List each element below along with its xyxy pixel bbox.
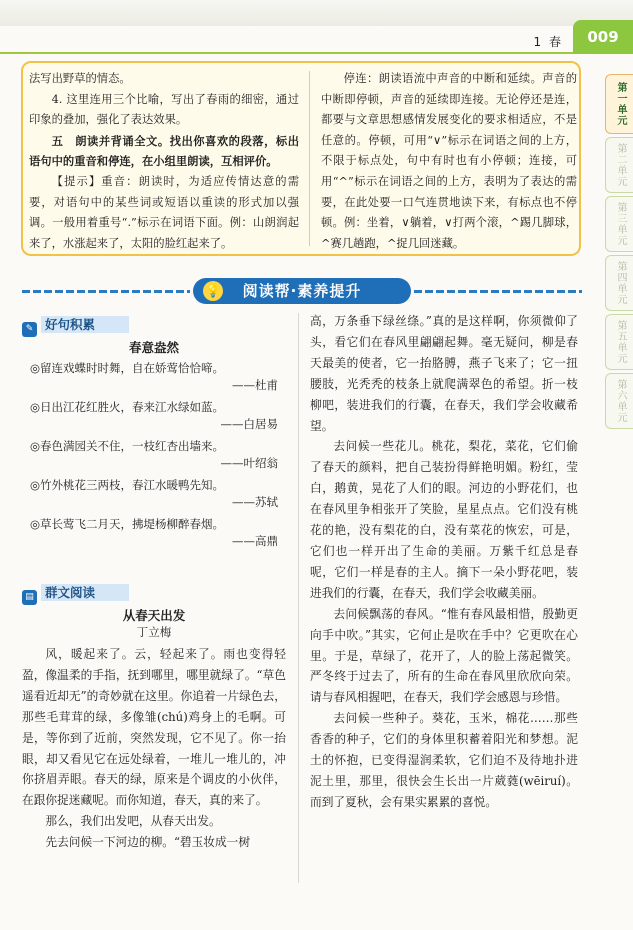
tab-unit-6[interactable]: 第六单元 [605,373,633,429]
header-strip [0,0,633,26]
hint-pause: 停连：朗读语流中声音的中断和延续。声音的中断即停顿，声音的延续即连接。无论停还是连，都要与文章思想感情发展变化的要求相适应，不是任意的。停顿，可用“∨”标示在词语之间的上方，不限于标点处，句中有时也有小停顿；连接，可用“^”标示在词语之间的上方，表明为了表达的需要，在此处要一口气连贯地读下来，有标点也不停顿。例：坐着，∨躺着，∨打两个滚，^踢几脚球，^赛几趟跑，^捉几回迷藏。 [321,72,577,250]
tab-unit-2[interactable]: 第二单元 [605,137,633,193]
essay-paragraph: 先去问候一下河边的柳。“碧玉妆成一树 [45,835,251,850]
essay-continued [310,311,578,813]
poem-line: ◎春色满园关不住，一枝红杏出墙来。 [30,439,225,453]
answer-box-left [29,69,299,254]
essay-title: 从春天出发 [122,608,186,623]
good-sentences [22,338,286,555]
poem-line: ◎日出江花红胜火，春来江水绿如蓝。 [30,400,225,414]
page-number: 009 [573,20,633,54]
poem-author: ——叶绍翁 [220,456,278,470]
section-label-text: 好句积累 [41,316,129,333]
essay-paragraph: 那么，我们出发吧，从春天出发。 [45,814,221,829]
poem-line: ◎留连戏蝶时时舞，自在娇莺恰恰啼。 [30,361,225,375]
box-text: 法写出野草的情态。 [29,72,131,85]
essay-paragraph: 去问候一些花儿。桃花，梨花，菜花，它们偷了春天的颜料，把自己装扮得鲜艳明媚。粉红，莹白，鹅黄，晃花了人们的眼。河边的小野花们，也在春风里争相张开了笑脸，星星点点。它们没有桃花的艳，没有梨花的白，没有菜花的恢宏，可是，它们也一样开出了生命的美丽。万紫千红总是春呢，它们一样是春的主人。摘下一朵小野花吧，装进我们的行囊，在春天，我们学会收藏美丽。 [310,439,578,600]
answer-box [21,61,581,256]
unit-tabs [603,74,633,432]
group-reading [22,606,286,853]
essay-paragraph: 去问候一些种子。葵花，玉米，棉花……那些香香的种子，它们的身体里积蓄着阳光和梦想。泥土的怀抱，已变得湿润柔软，它们迫不及待地扑进泥土里，那里，很快会生长出一片葳蕤(wēiruí)。而到了夏秋，会有果实累累的喜悦。 [310,711,578,809]
tab-unit-3[interactable]: 第三单元 [605,196,633,252]
essay-paragraph: 高，万条垂下绿丝绦。”真的是这样啊，你须微仰了头，看它们在春风里翩翩起舞。毫无疑问，柳是春天最美的使者，它一抬胳膊，燕子飞来了；它一扭腰肢，光秃秃的枝条上就爬满翠色的希望。折一枝柳吧，装进我们的行囊，在春天，我们学会收藏希望。 [310,314,578,433]
poem-author: ——苏轼 [232,495,278,509]
poem-author: ——杜甫 [232,378,278,392]
tab-unit-5[interactable]: 第五单元 [605,314,633,370]
tab-unit-1[interactable]: 第一单元 [605,74,633,134]
header-rule [0,52,575,54]
poem-line: ◎竹外桃花三两枝，春江水暖鸭先知。 [30,478,225,492]
section-label-group-reading [22,584,129,602]
hint-stress: 【提示】重音：朗读时，为适应传情达意的需要，对语句中的某些词或短语以重读的形式加以强调。一般用着重号“.”标示在词语下面。例：山朗润起来了，水涨起来了，太阳的脸红起来了。 [29,174,299,250]
lightbulb-icon: 💡 [203,281,223,301]
banner-rule-right [414,290,582,293]
poem-line: ◎草长莺飞二月天，拂堤杨柳醉春烟。 [30,517,225,531]
pencil-icon: ✎ [22,322,37,337]
section-label-text: 群文阅读 [41,584,129,601]
essay-paragraph: 去问候飘荡的春风。“惟有春风最相惜，殷勤更向手中吹。”其实，它何止是吹在手中？它更吹在心里。于是，草绿了，花开了，人的脸上荡起微笑。严冬终于过去了，所有的生命在春风里欣欣向荣。请与春风相握吧，在春天，我们学会感恩与珍惜。 [310,606,578,705]
banner-title: 阅读帮·素养提升 [193,278,411,304]
page-header [0,0,633,62]
poem-author: ——高鼎 [232,534,278,548]
banner-rule-left [22,290,190,293]
chapter-title: 1 春 [533,35,563,49]
column-divider [298,313,299,883]
essay-author: 丁立梅 [136,625,172,639]
exercise-five: 五 朗读并背诵全文。找出你喜欢的段落，标出语句中的重音和停连，在小组里朗读，互相评价。 [29,133,299,169]
answer-box-right [321,69,577,254]
section-label-good-sentences [22,316,129,334]
box-text: 4. 这里连用三个比喻，写出了春雨的细密，通过印象的叠加，强化了表达效果。 [29,92,299,127]
section-banner [22,278,582,304]
book-icon: ▤ [22,590,37,605]
essay-body [22,644,286,853]
box-divider [309,71,310,246]
poem-author: ——白居易 [220,417,278,431]
tab-unit-4[interactable]: 第四单元 [605,255,633,311]
essay-paragraph: 风，暖起来了。云，轻起来了。雨也变得轻盈，像温柔的手指，抚到哪里，哪里就绿了。“草色遥看近却无”的奇妙就在这里。你追着一片绿色去，那些毛茸茸的绿，多像雏(chú)鸡身上的毛啊。可是，等你到了近前，突然发现，它不见了。你一抬眼，却又看见它在远处绿着，一堆儿一堆儿的，冲你挤眉弄眼。春天的绿，原来是个调皮的小伙伴，在跟你捉迷藏呢。而你知道，春天，真的来了。 [22,647,286,808]
good-sentences-title: 春意盎然 [128,340,179,355]
